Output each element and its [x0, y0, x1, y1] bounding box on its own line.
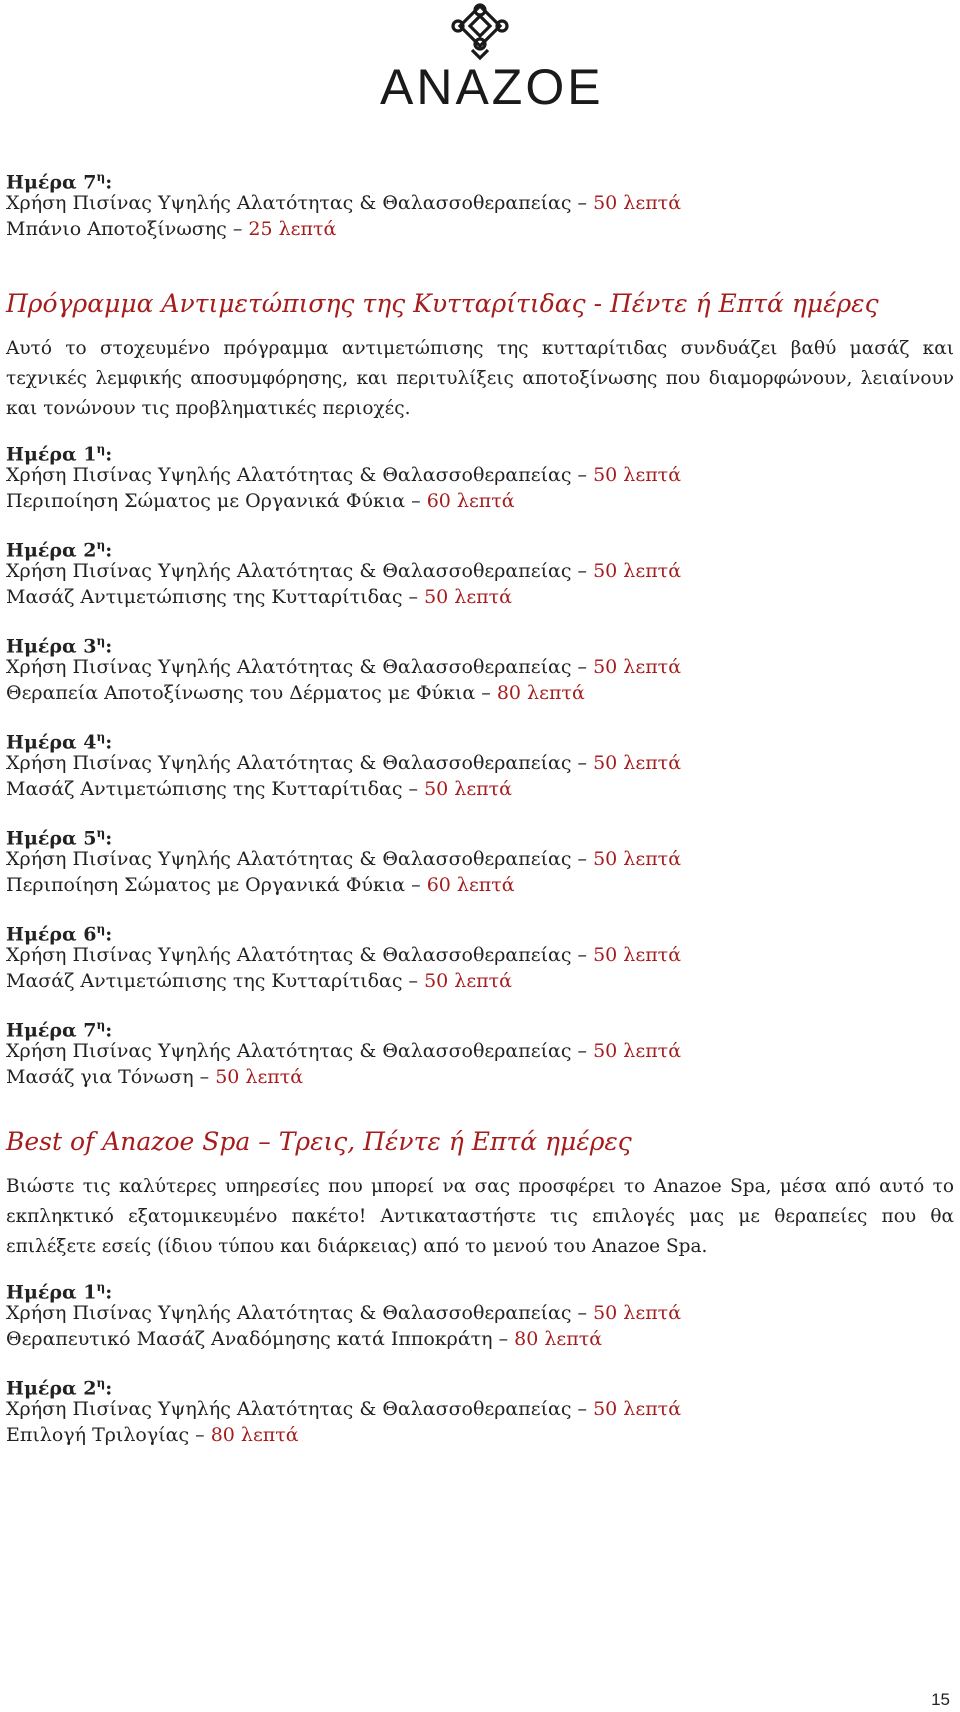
treatment-line: Χρήση Πισίνας Υψηλής Αλατότητας & Θαλασσοθεραπείας – 50 λεπτά	[6, 1040, 682, 1062]
day-block-top	[6, 164, 954, 242]
day-block	[6, 532, 954, 610]
treatment-line: Μασάζ Αντιμετώπισης της Κυτταρίτιδας – 50 λεπτά	[6, 586, 513, 608]
day-block	[6, 1274, 954, 1352]
day-heading: Ημέρα $7^\eta$:	[6, 170, 113, 194]
treatment-line: Χρήση Πισίνας Υψηλής Αλατότητας & Θαλασσοθεραπείας – 50 λεπτά	[6, 848, 682, 870]
day-heading: Ημέρα $6^\eta$:	[6, 922, 113, 946]
day-heading: Ημέρα $5^\eta$:	[6, 826, 113, 850]
treatment-line: Χρήση Πισίνας Υψηλής Αλατότητας & Θαλασσοθεραπείας – 50 λεπτά	[6, 1302, 682, 1324]
day-heading: Ημέρα $1^\eta$:	[6, 442, 113, 466]
brand-wordmark: ANAZOE	[380, 59, 604, 115]
document-body	[6, 164, 954, 1448]
treatment-line: Μασάζ για Τόνωση – 50 λεπτά	[6, 1066, 304, 1088]
day-block	[6, 820, 954, 898]
day-heading: Ημέρα $2^\eta$:	[6, 538, 113, 562]
day-heading: Ημέρα $7^\eta$:	[6, 1018, 113, 1042]
day-block	[6, 628, 954, 706]
treatment-line: Χρήση Πισίνας Υψηλής Αλατότητας & Θαλασσοθεραπείας – 50 λεπτά	[6, 944, 682, 966]
section-intro: Βιώστε τις καλύτερες υπηρεσίες που μπορεί να σας προσφέρει το Anazoe Spa, μέσα από αυτό το εκπληκτικό εξατομικευμένο πακέτο! Αντικαταστήστε τις επιλογές μας με θεραπείες που θα επιλέξετε εσείς (ίδιου τύπου και διάρκειας) από το μενού του Anazoe Spa.	[6, 1176, 954, 1257]
section-intro: Αυτό το στοχευμένο πρόγραμμα αντιμετώπισης της κυτταρίτιδας συνδυάζει βαθύ μασάζ και τεχνικές λεμφικής αποσυμφόρησης, και περιτυλίξεις αποτοξίνωσης που διαμορφώνουν, λειαίνουν και τονώνουν τις προβληματικές περιοχές.	[6, 338, 954, 419]
day-block	[6, 1012, 954, 1090]
treatment-line: Θεραπευτικό Μασάζ Αναδόμησης κατά Ιπποκράτη – 80 λεπτά	[6, 1328, 603, 1350]
ornament-knot-icon	[448, 2, 512, 62]
section-title: Best of Anazoe Spa – Τρεις, Πέντε ή Επτά ημέρες	[6, 1127, 632, 1156]
day-heading: Ημέρα $3^\eta$:	[6, 634, 113, 658]
treatment-line: Χρήση Πισίνας Υψηλής Αλατότητας & Θαλασσοθεραπείας – 50 λεπτά	[6, 752, 682, 774]
day-block	[6, 724, 954, 802]
section-title: Πρόγραμμα Αντιμετώπισης της Κυτταρίτιδας - Πέντε ή Επτά ημέρες	[6, 289, 879, 318]
treatment-line: Περιποίηση Σώματος με Οργανικά Φύκια – 60 λεπτά	[6, 490, 515, 512]
treatment-line: Μασάζ Αντιμετώπισης της Κυτταρίτιδας – 50 λεπτά	[6, 970, 513, 992]
brand-logo	[380, 2, 604, 115]
page-number: 15	[931, 1690, 950, 1709]
treatment-line: Χρήση Πισίνας Υψηλής Αλατότητας & Θαλασσοθεραπείας – 50 λεπτά	[6, 656, 682, 678]
treatment-line: Επιλογή Τριλογίας – 80 λεπτά	[6, 1424, 299, 1446]
treatment-line: Μασάζ Αντιμετώπισης της Κυτταρίτιδας – 50 λεπτά	[6, 778, 513, 800]
treatment-line: Χρήση Πισίνας Υψηλής Αλατότητας & Θαλασσοθεραπείας – 50 λεπτά	[6, 464, 682, 486]
treatment-line: Περιποίηση Σώματος με Οργανικά Φύκια – 60 λεπτά	[6, 874, 515, 896]
day-block	[6, 436, 954, 514]
section-days	[6, 1274, 954, 1448]
treatment-line: Χρήση Πισίνας Υψηλής Αλατότητας & Θαλασσοθεραπείας – 50 λεπτά	[6, 192, 682, 214]
day-heading: Ημέρα $4^\eta$:	[6, 730, 113, 754]
day-heading: Ημέρα $1^\eta$:	[6, 1280, 113, 1304]
day-block	[6, 916, 954, 994]
treatment-line: Χρήση Πισίνας Υψηλής Αλατότητας & Θαλασσοθεραπείας – 50 λεπτά	[6, 560, 682, 582]
day-block	[6, 1370, 954, 1448]
treatment-line: Θεραπεία Αποτοξίνωσης του Δέρματος με Φύκια – 80 λεπτά	[6, 682, 585, 704]
day-heading: Ημέρα $2^\eta$:	[6, 1376, 113, 1400]
section-days	[6, 436, 954, 1090]
treatment-line: Μπάνιο Αποτοξίνωσης – 25 λεπτά	[6, 218, 337, 240]
treatment-line: Χρήση Πισίνας Υψηλής Αλατότητας & Θαλασσοθεραπείας – 50 λεπτά	[6, 1398, 682, 1420]
